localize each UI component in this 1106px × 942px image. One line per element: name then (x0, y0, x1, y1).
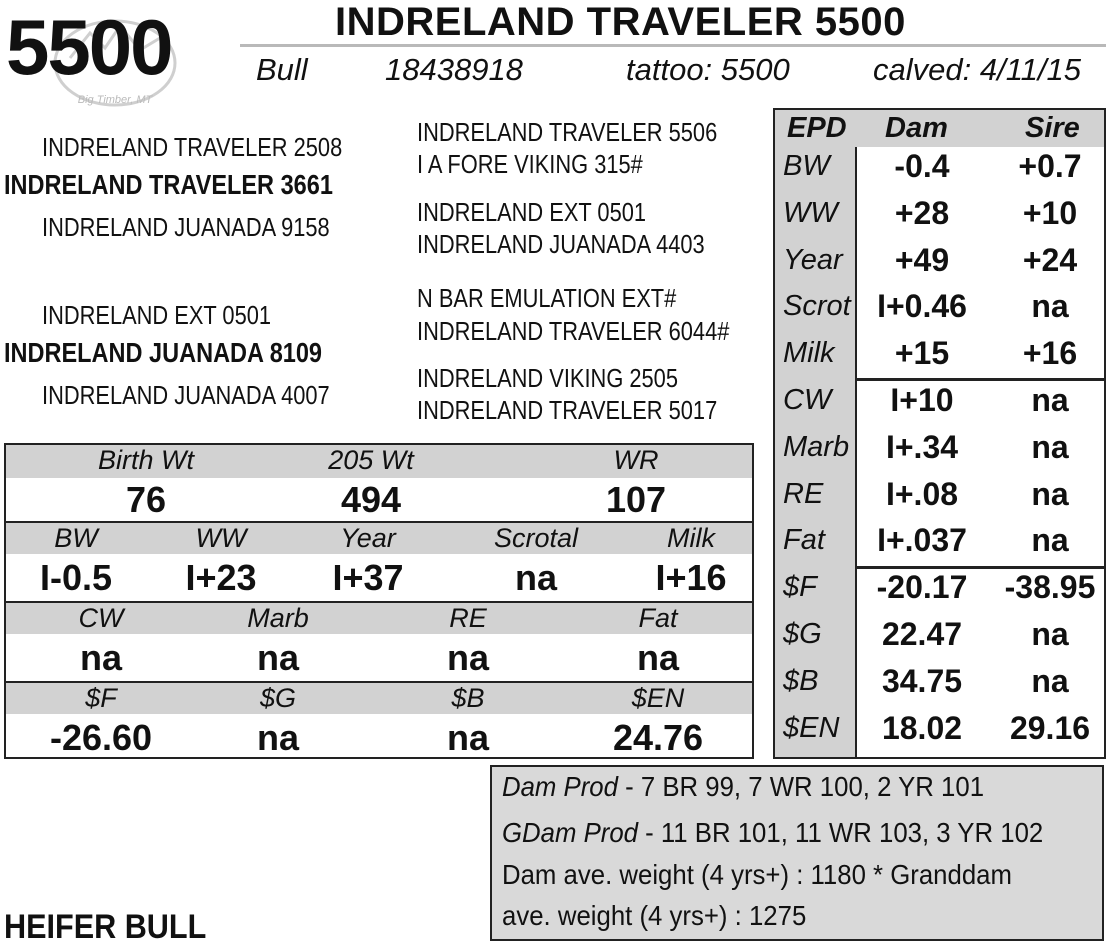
pedigree-dam-dam: INDRELAND JUANADA 4007 (42, 380, 330, 410)
birth-weight-label: Birth Wt (97, 445, 194, 475)
dam-production (502, 771, 984, 803)
epd-row-label: WW (783, 196, 838, 229)
re-value: na (446, 637, 489, 678)
dam-prod-label: Dam Prod (502, 771, 618, 802)
tattoo: tattoo: 5500 (626, 52, 790, 87)
bw-label: BW (54, 523, 98, 553)
pedigree-ds-sire: N BAR EMULATION EXT# (417, 283, 677, 313)
weights-label-row (6, 445, 752, 478)
epd-row-label: CW (783, 384, 832, 416)
ww-label: WW (195, 523, 247, 553)
epd-row-label: $F (783, 571, 817, 604)
epd-sire-value: na (1031, 428, 1069, 465)
epd-table (773, 108, 1106, 759)
epd-sire-value: +24 (1022, 241, 1078, 278)
weight-ratio-value: 107 (605, 479, 667, 520)
epd-sire-value: +16 (1022, 335, 1078, 372)
epd-sire-value: 29.16 (1009, 709, 1091, 746)
dam-prod-value: - 7 BR 99, 7 WR 100, 2 YR 101 (617, 771, 985, 802)
epd-dam-value: I+10 (890, 382, 954, 418)
pedigree-ss-dam: I A FORE VIKING 315# (417, 149, 643, 179)
epd-sire-value: na (1031, 475, 1069, 512)
cw-label: CW (78, 603, 124, 633)
scrotal-value: na (514, 557, 557, 598)
epd-dam-value: I+0.46 (877, 288, 967, 325)
epd-dam-value: +15 (894, 335, 950, 372)
granddam-production (502, 817, 1043, 849)
epd-row-label: $B (783, 664, 819, 697)
epd-row-label: BW (783, 150, 830, 182)
marb-label: Marb (247, 603, 309, 633)
epd-row-label: Scrot (783, 290, 851, 323)
en-index-value: 24.76 (612, 717, 704, 758)
sire-header: Sire (1025, 112, 1080, 144)
b-index-label: $B (451, 683, 485, 713)
gdam-prod-label: GDam Prod (502, 817, 639, 848)
birth-weight-value: 76 (125, 479, 167, 520)
epd-row2-label-row (6, 601, 752, 634)
pedigree-dam-sire: INDRELAND EXT 0501 (42, 300, 272, 330)
pedigree-dam: INDRELAND JUANADA 8109 (4, 337, 323, 368)
ww-value: I+23 (185, 557, 257, 598)
logo-text: Big Timber, MT (77, 94, 153, 106)
sex: Bull (256, 52, 308, 87)
performance-grid (4, 443, 754, 759)
epd-row-label: Fat (783, 524, 825, 557)
pedigree-ss-sire: INDRELAND TRAVELER 5506 (417, 117, 718, 147)
year-label: Year (340, 523, 396, 553)
epd-dam-value: I+.037 (877, 522, 967, 559)
epd-dam-value: -20.17 (876, 569, 968, 606)
epd-sire-value: na (1031, 662, 1069, 699)
epd-dam-value: I+.34 (885, 428, 959, 465)
epd-row-label: Year (783, 243, 843, 276)
en-index-label: $EN (631, 683, 685, 713)
epd-dam-value: 18.02 (881, 709, 963, 746)
pedigree-dd-dam: INDRELAND TRAVELER 5017 (417, 395, 718, 425)
epd-dam-value: -0.4 (894, 148, 950, 184)
epd-dam-value: +49 (894, 241, 950, 278)
epd-dam-value: 22.47 (881, 616, 963, 652)
calved-date: calved: 4/11/15 (873, 52, 1081, 87)
pedigree-dd-sire: INDRELAND VIKING 2505 (417, 363, 678, 393)
epd-header-row (775, 110, 1104, 147)
epd-sire-value: na (1031, 288, 1069, 325)
fat-label: Fat (638, 603, 678, 633)
scrotal-label: Scrotal (493, 523, 579, 553)
epd-sire-value: +10 (1022, 194, 1078, 231)
pedigree-sd-sire: INDRELAND EXT 0501 (417, 197, 647, 227)
epd-sire-value: -38.95 (1004, 569, 1096, 606)
f-index-label: $F (85, 683, 117, 713)
milk-value: I+16 (655, 557, 727, 598)
pedigree-sire-dam: INDRELAND JUANADA 9158 (42, 212, 330, 242)
epd-divider-1 (857, 378, 1106, 381)
year-value: I+37 (332, 557, 404, 598)
marb-value: na (256, 637, 299, 678)
epd-row-label: Marb (783, 430, 850, 463)
epd-sire-value: na (1031, 522, 1069, 559)
cw-value: na (79, 637, 122, 678)
weight-ratio-label: WR (613, 445, 659, 475)
animal-name: INDRELAND TRAVELER 5500 (335, 0, 906, 44)
epd-row-label: $G (783, 618, 822, 650)
pedigree-sire: INDRELAND TRAVELER 3661 (4, 169, 333, 200)
heifer-bull-label: HEIFER BULL (4, 908, 207, 942)
pedigree-sire-sire: INDRELAND TRAVELER 2508 (42, 132, 343, 162)
g-index-value: na (256, 717, 299, 758)
dam-header: Dam (885, 112, 948, 144)
g-index-label: $G (259, 683, 297, 713)
epd-dam-value: +28 (894, 194, 950, 231)
fat-value: na (636, 637, 679, 678)
epd-dam-value: 34.75 (881, 662, 963, 699)
pedigree-ds-dam: INDRELAND TRAVELER 6044# (417, 316, 730, 346)
epd-row-label: Milk (783, 337, 835, 370)
f-index-value: -26.60 (49, 717, 153, 758)
epd-sire-value: +0.7 (1018, 148, 1082, 184)
granddam-weight-line: ave. weight (4 yrs+) : 1275 (502, 900, 807, 931)
index-label-row (6, 681, 752, 714)
milk-label: Milk (667, 523, 715, 553)
b-index-value: na (446, 717, 489, 758)
epd-row-label: RE (783, 477, 824, 510)
bw-value: I-0.5 (39, 557, 113, 598)
epd-sire-value: na (1031, 616, 1069, 652)
production-box (490, 765, 1104, 941)
epd-row-label: $EN (783, 711, 840, 744)
epd-dam-value: I+.08 (885, 475, 959, 512)
epd-row1-label-row (6, 521, 752, 554)
205-weight-value: 494 (340, 479, 402, 520)
dam-weight-line: Dam ave. weight (4 yrs+) : 1180 * Granddam (502, 859, 1012, 890)
epd-header: EPD (787, 112, 847, 144)
pedigree-sd-dam: INDRELAND JUANADA 4403 (417, 229, 705, 259)
registration-number: 18438918 (385, 52, 523, 87)
title-divider (240, 44, 1106, 47)
epd-sire-value: na (1031, 382, 1069, 418)
re-label: RE (449, 603, 487, 633)
205-weight-label: 205 Wt (328, 445, 414, 475)
gdam-prod-value: - 11 BR 101, 11 WR 103, 3 YR 102 (638, 817, 1044, 848)
lot-number: 5500 (6, 3, 172, 91)
